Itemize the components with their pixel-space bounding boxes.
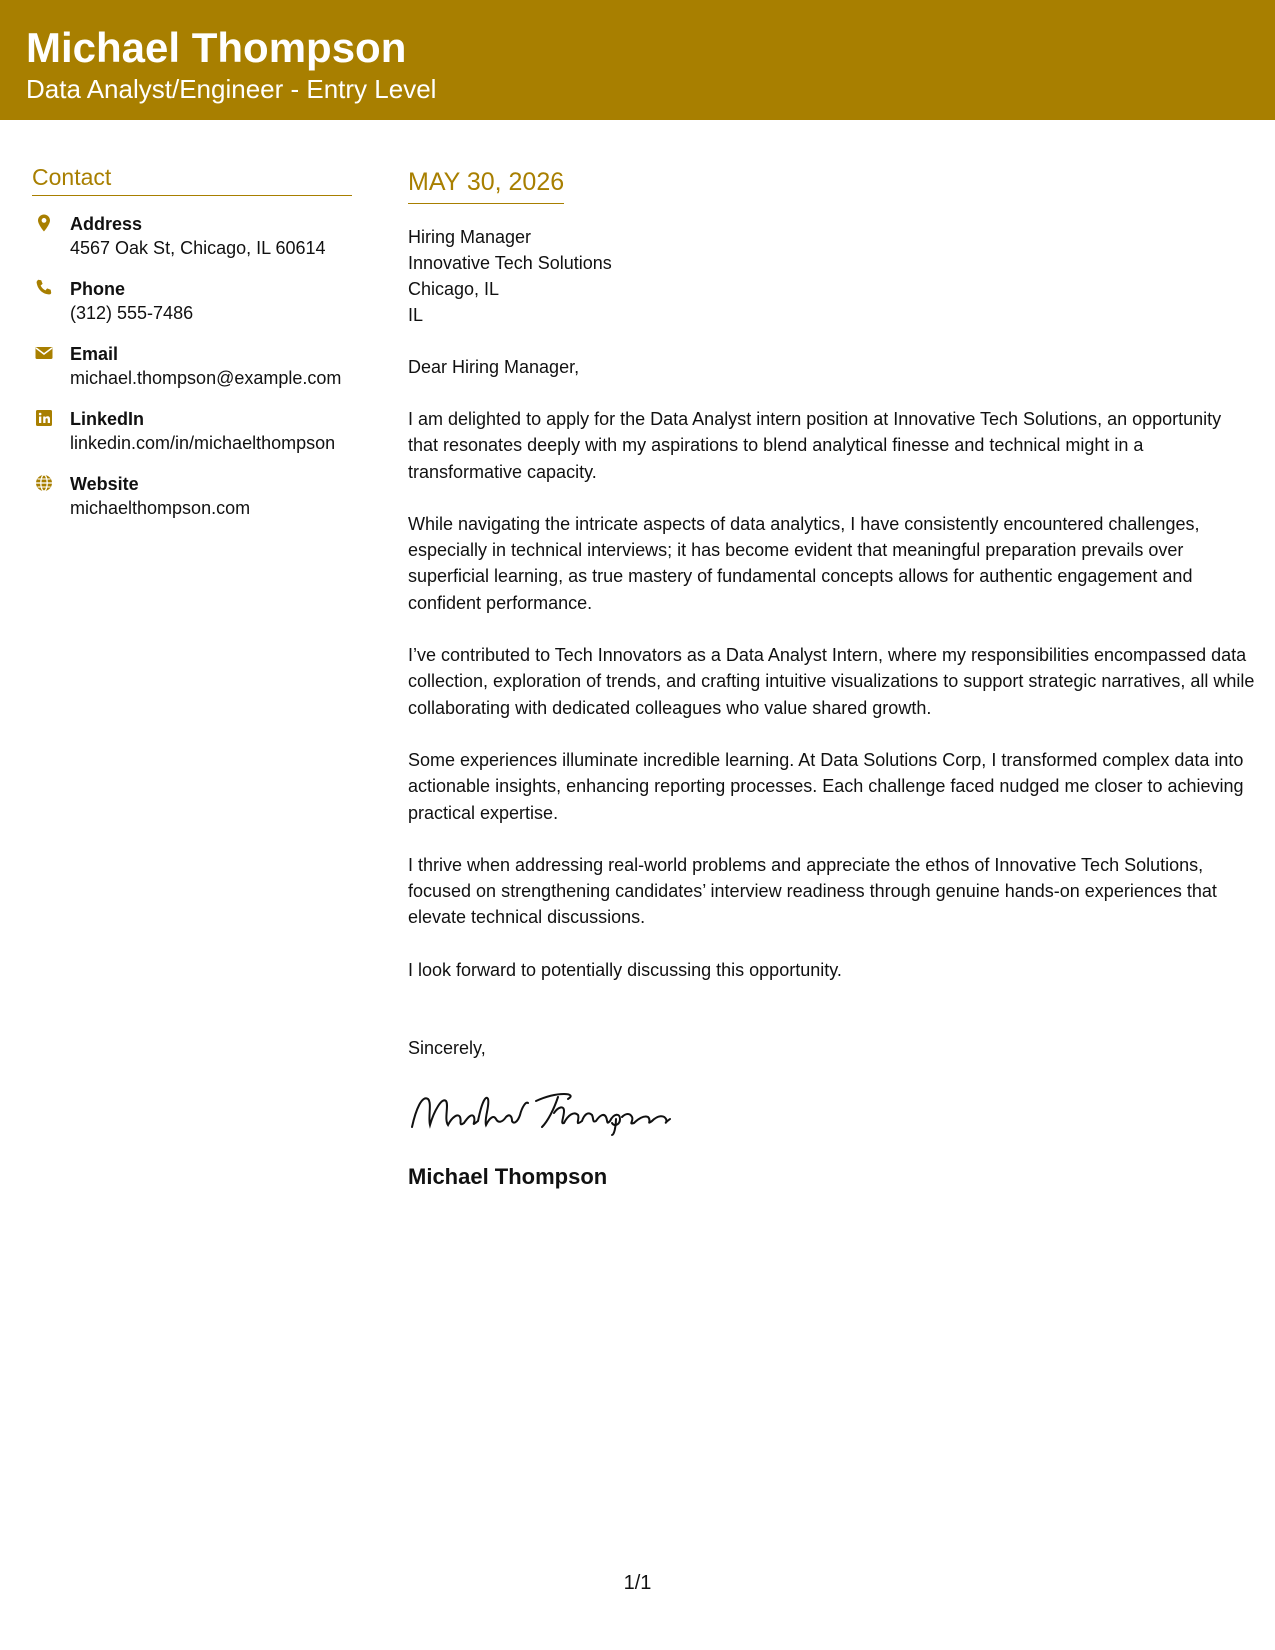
website-label: Website	[70, 474, 139, 494]
website-value: michaelthompson.com	[70, 498, 251, 518]
contact-website	[32, 472, 352, 521]
phone-label: Phone	[70, 279, 126, 299]
recipient-block	[408, 224, 1256, 328]
linkedin-label: LinkedIn	[70, 409, 145, 429]
contact-address	[32, 212, 352, 261]
email-value: michael.thompson@example.com	[70, 368, 342, 388]
job-title: Data Analyst/Engineer - Entry Level	[26, 74, 437, 104]
location-pin-icon	[34, 213, 54, 233]
recipient-line: Chicago, IL	[408, 279, 500, 299]
paragraph: I thrive when addressing real-world problems and appreciate the ethos of Innovative Tech Solutions, focused on strengthening candidates’ interview readiness through genuine hands-on experiences that elevate technical discussions.	[408, 854, 1217, 928]
paragraph: I look forward to potentially discussing this opportunity.	[408, 959, 842, 980]
contact-email	[32, 342, 352, 391]
page-number: 1/1	[623, 1572, 652, 1594]
recipient-line: Innovative Tech Solutions	[408, 253, 612, 273]
globe-icon	[34, 473, 54, 493]
contact-section-title: Contact	[32, 162, 352, 196]
signer-name: Michael Thompson	[408, 1164, 608, 1190]
contact-sidebar	[32, 162, 352, 521]
phone-icon	[34, 278, 54, 298]
paragraph: While navigating the intricate aspects of data analytics, I have consistently encountered challenges, especially in technical interviews; it has become evident that meaningful preparation prevails over superficial learning, as true mastery of fundamental concepts allows for authentic engagement and confident performance.	[408, 513, 1200, 613]
paragraph: Some experiences illuminate incredible learning. At Data Solutions Corp, I transformed complex data into actionable insights, enhancing reporting processes. Each challenge faced nudged me closer to achieving practical expertise.	[408, 749, 1244, 823]
letter-body	[408, 166, 1256, 1192]
closing: Sincerely,	[408, 1038, 486, 1059]
address-label: Address	[70, 214, 143, 234]
phone-value: (312) 555-7486	[70, 303, 194, 323]
address-value: 4567 Oak St, Chicago, IL 60614	[70, 238, 326, 258]
recipient-line: IL	[408, 305, 424, 325]
linkedin-icon	[34, 408, 54, 428]
envelope-icon	[34, 343, 54, 363]
paragraph: I am delighted to apply for the Data Analyst intern position at Innovative Tech Solutions, an opportunity that resonates deeply with my aspirations to blend analytical finesse and technical might in a transformative capacity.	[408, 409, 1222, 482]
linkedin-value: linkedin.com/in/michaelthompson	[70, 433, 336, 453]
applicant-name: Michael Thompson	[26, 24, 407, 71]
contact-linkedin	[32, 407, 352, 456]
letter-date: MAY 30, 2026	[408, 166, 564, 204]
salutation: Dear Hiring Manager,	[408, 357, 580, 377]
recipient-line: Hiring Manager	[408, 227, 532, 247]
email-label: Email	[70, 344, 119, 364]
handwritten-signature	[408, 1087, 678, 1137]
paragraph: I’ve contributed to Tech Innovators as a Data Analyst Intern, where my responsibilities encompassed data collection, exploration of trends, and crafting intuitive visualizations to support strategic narratives, all while collaborating with dedicated colleagues who value shared growth.	[408, 645, 1255, 718]
contact-phone	[32, 277, 352, 326]
header-banner	[0, 0, 1275, 120]
